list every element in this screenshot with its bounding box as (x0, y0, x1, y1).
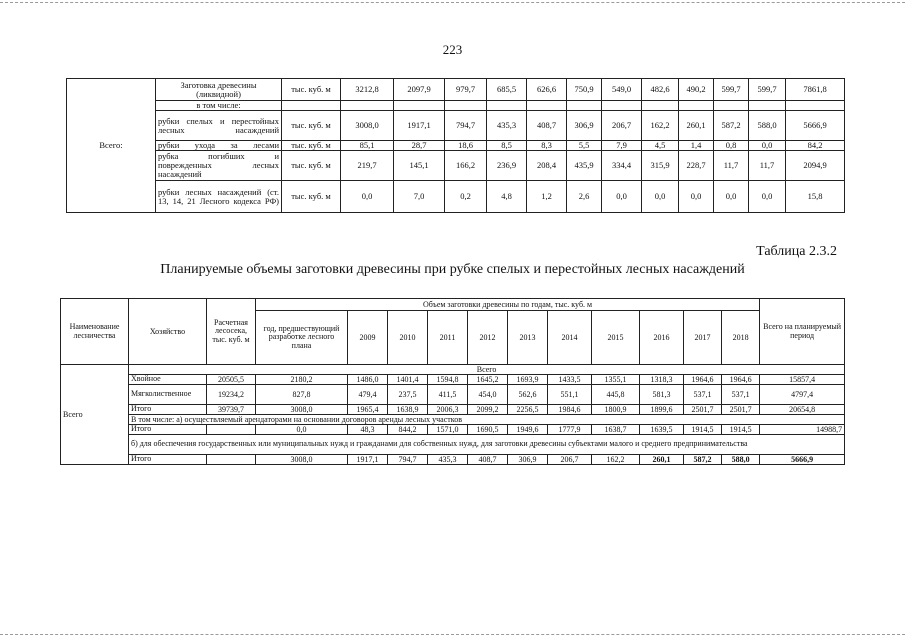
year-value: 2099,2 (468, 405, 508, 415)
table1-empty-cell (642, 101, 679, 111)
year-value: 408,7 (468, 455, 508, 465)
table2-subsection-row (61, 435, 845, 455)
header-plan-year: год, предшествующий разработке лесного плана (256, 311, 348, 365)
table1-value: 8,3 (527, 141, 567, 151)
table1-value: 3212,8 (341, 79, 394, 101)
table1-row (67, 111, 845, 141)
table1-value: 334,4 (602, 151, 642, 181)
table1-value: 435,3 (487, 111, 527, 141)
table1-value: 2097,9 (394, 79, 445, 101)
table1-unit: тыс. куб. м (282, 141, 341, 151)
year-value: 1965,4 (348, 405, 388, 415)
table1-empty-cell (445, 101, 487, 111)
table1-value: 315,9 (642, 151, 679, 181)
table2-row (61, 405, 845, 415)
table1-value: 18,6 (445, 141, 487, 151)
total-value: 15857,4 (760, 375, 845, 385)
year-value: 581,3 (640, 385, 684, 405)
year-value: 1917,1 (348, 455, 388, 465)
year-value: 1571,0 (428, 425, 468, 435)
farm-label: Итого (129, 405, 207, 415)
year-value: 1594,8 (428, 375, 468, 385)
table1-value: 2094,9 (786, 151, 845, 181)
table1-value: 549,0 (602, 79, 642, 101)
total-value: 20654,8 (760, 405, 845, 415)
header-forestry: Наименование лесничества (61, 299, 129, 365)
table1-value: 4,5 (642, 141, 679, 151)
table1-value: 8,5 (487, 141, 527, 151)
table1-value: 408,7 (527, 111, 567, 141)
page-number: 223 (442, 42, 463, 57)
table1-value: 0,2 (445, 181, 487, 213)
table1-value: 206,7 (602, 111, 642, 141)
year-value: 844,2 (388, 425, 428, 435)
year-value: 537,1 (722, 385, 760, 405)
table1-value: 162,2 (642, 111, 679, 141)
table2-row (61, 375, 845, 385)
total-value: 4797,4 (760, 385, 845, 405)
year-value: 2501,7 (722, 405, 760, 415)
table1-value: 306,9 (567, 111, 602, 141)
table1-value: 0,8 (714, 141, 749, 151)
table1-value: 626,6 (527, 79, 567, 101)
plan-year-value: 3008,0 (256, 405, 348, 415)
table1-value: 0,0 (602, 181, 642, 213)
subsection-b-label: б) для обеспечения государственных или муниципальных нужд и гражданами для собственных нужд, для заготовки древесины субъектами малого и среднего предпринимательства (129, 435, 845, 455)
table1-empty-cell (567, 101, 602, 111)
table1-unit: тыс. куб. м (282, 79, 341, 101)
table1-value: 11,7 (714, 151, 749, 181)
table1-value: 599,7 (714, 79, 749, 101)
page-top-edge (0, 2, 905, 3)
farm-label: Итого (129, 425, 207, 435)
table1-row (67, 101, 845, 111)
table1-value: 7861,8 (786, 79, 845, 101)
table1-row-label: рубка погибших и поврежденных лесных насаждений (156, 151, 282, 181)
year-value: 306,9 (508, 455, 548, 465)
table1-value: 15,8 (786, 181, 845, 213)
plan-year-value: 0,0 (256, 425, 348, 435)
year-value: 1693,9 (508, 375, 548, 385)
table1-value: 1,2 (527, 181, 567, 213)
cutting-area-value: 20505,5 (207, 375, 256, 385)
year-value: 454,0 (468, 385, 508, 405)
year-value: 1355,1 (592, 375, 640, 385)
year-value: 445,8 (592, 385, 640, 405)
year-value: 2501,7 (684, 405, 722, 415)
header-cutting-area: Расчетная лесосека, тыс. куб. м (207, 299, 256, 365)
table1-row (67, 151, 845, 181)
table1-unit: тыс. куб. м (282, 181, 341, 213)
year-value: 2006,3 (428, 405, 468, 415)
table1-empty-cell (341, 101, 394, 111)
table2-row (61, 385, 845, 405)
page-bottom-edge (0, 634, 905, 635)
table1-empty-cell (679, 101, 714, 111)
year-value: 1639,5 (640, 425, 684, 435)
total-value: 5666,9 (760, 455, 845, 465)
table1-empty-cell (527, 101, 567, 111)
table1-unit: тыс. куб. м (282, 151, 341, 181)
table1-value: 587,2 (714, 111, 749, 141)
header-volume-group: Объем заготовки древесины по годам, тыс. куб. м (256, 299, 760, 311)
table1-value: 85,1 (341, 141, 394, 151)
table1-value: 219,7 (341, 151, 394, 181)
year-value: 237,5 (388, 385, 428, 405)
table1-value: 2,6 (567, 181, 602, 213)
year-value: 537,1 (684, 385, 722, 405)
table1-value: 0,0 (749, 141, 786, 151)
table1-value: 0,0 (714, 181, 749, 213)
table2-section-row (61, 365, 845, 375)
table1-value: 750,9 (567, 79, 602, 101)
table2-subsection-row (61, 415, 845, 425)
table1-value: 588,0 (749, 111, 786, 141)
table1-value: 260,1 (679, 111, 714, 141)
table1-value: 236,9 (487, 151, 527, 181)
table1-value: 1917,1 (394, 111, 445, 141)
farm-label: Хвойное (129, 375, 207, 385)
year-value: 1899,6 (640, 405, 684, 415)
year-value: 562,6 (508, 385, 548, 405)
table1-value: 208,4 (527, 151, 567, 181)
table1-empty-cell (602, 101, 642, 111)
table1-row (67, 181, 845, 213)
farm-label: Итого (129, 455, 207, 465)
year-value: 1318,3 (640, 375, 684, 385)
table1-empty-cell (786, 101, 845, 111)
table1-value: 28,7 (394, 141, 445, 151)
header-year: 2018 (722, 311, 760, 365)
header-year: 2014 (548, 311, 592, 365)
year-value: 1638,7 (592, 425, 640, 435)
table1-value: 7,9 (602, 141, 642, 151)
table1-empty-cell (487, 101, 527, 111)
table1-value: 0,0 (679, 181, 714, 213)
table1-value: 166,2 (445, 151, 487, 181)
year-value: 48,3 (348, 425, 388, 435)
year-value: 1964,6 (722, 375, 760, 385)
table1-empty-cell (394, 101, 445, 111)
subsection-a-label: В том числе: а) осуществляемый арендаторами на основании договоров аренды лесных участков (129, 415, 845, 425)
header-year: 2011 (428, 311, 468, 365)
year-value: 1486,0 (348, 375, 388, 385)
table1-value: 0,0 (749, 181, 786, 213)
table1-value: 685,5 (487, 79, 527, 101)
year-value: 794,7 (388, 455, 428, 465)
year-value: 1914,5 (722, 425, 760, 435)
table1-value: 4,8 (487, 181, 527, 213)
header-year: 2009 (348, 311, 388, 365)
total-value: 14988,7 (760, 425, 845, 435)
table1-value: 482,6 (642, 79, 679, 101)
table1-value: 11,7 (749, 151, 786, 181)
year-value: 1949,6 (508, 425, 548, 435)
year-value: 1690,5 (468, 425, 508, 435)
table2-header-row (61, 299, 845, 311)
table1-value: 228,7 (679, 151, 714, 181)
table1-value: 599,7 (749, 79, 786, 101)
year-value: 162,2 (592, 455, 640, 465)
header-year: 2013 (508, 311, 548, 365)
year-value: 1800,9 (592, 405, 640, 415)
table1-row-label: рубки спелых и перестойных лесных насаждений (156, 111, 282, 141)
table1-empty-cell (714, 101, 749, 111)
header-year: 2015 (592, 311, 640, 365)
table-caption: Таблица 2.3.2 (756, 244, 837, 259)
table1-row-label: в том числе: (156, 101, 282, 111)
year-value: 1914,5 (684, 425, 722, 435)
year-value: 588,0 (722, 455, 760, 465)
year-value: 1433,5 (548, 375, 592, 385)
wood-harvest-summary-table (66, 78, 845, 213)
year-value: 551,1 (548, 385, 592, 405)
year-value: 1638,9 (388, 405, 428, 415)
plan-year-value: 2180,2 (256, 375, 348, 385)
year-value: 587,2 (684, 455, 722, 465)
table2-row (61, 455, 845, 465)
planned-harvest-table (60, 298, 845, 465)
table1-value: 5,5 (567, 141, 602, 151)
cutting-area-value (207, 455, 256, 465)
table1-row-label: рубки лесных насаждений (ст. 13, 14, 21 Лесного кодекса РФ) (156, 181, 282, 213)
header-year: 2012 (468, 311, 508, 365)
table1-value: 84,2 (786, 141, 845, 151)
table2-row (61, 425, 845, 435)
year-value: 1645,2 (468, 375, 508, 385)
plan-year-value: 827,8 (256, 385, 348, 405)
table1-group-label: Всего: (67, 79, 156, 213)
header-year: 2016 (640, 311, 684, 365)
table1-value: 145,1 (394, 151, 445, 181)
header-farm: Хозяйство (129, 299, 207, 365)
table1-value: 3008,0 (341, 111, 394, 141)
year-value: 1777,9 (548, 425, 592, 435)
year-value: 411,5 (428, 385, 468, 405)
cutting-area-value: 19234,2 (207, 385, 256, 405)
farm-label: Мягколиственное (129, 385, 207, 405)
table1-empty-cell (749, 101, 786, 111)
table1-empty-cell (282, 101, 341, 111)
table1-value: 0,0 (642, 181, 679, 213)
table1-row (67, 79, 845, 101)
table1-value: 979,7 (445, 79, 487, 101)
table1-value: 794,7 (445, 111, 487, 141)
table-title: Планируемые объемы заготовки древесины при рубке спелых и перестойных лесных насаждений (160, 262, 745, 277)
table1-value: 1,4 (679, 141, 714, 151)
year-value: 1401,4 (388, 375, 428, 385)
table1-row (67, 141, 845, 151)
cutting-area-value: 39739,7 (207, 405, 256, 415)
table1-value: 7,0 (394, 181, 445, 213)
year-value: 479,4 (348, 385, 388, 405)
table1-value: 5666,9 (786, 111, 845, 141)
year-value: 206,7 (548, 455, 592, 465)
year-value: 1984,6 (548, 405, 592, 415)
year-value: 2256,5 (508, 405, 548, 415)
section-total-label: Всего (129, 365, 845, 375)
header-year: 2017 (684, 311, 722, 365)
cutting-area-value (207, 425, 256, 435)
table1-unit: тыс. куб. м (282, 111, 341, 141)
table1-value: 0,0 (341, 181, 394, 213)
header-total: Всего на планируемый период (760, 299, 845, 365)
table1-value: 490,2 (679, 79, 714, 101)
year-value: 435,3 (428, 455, 468, 465)
year-value: 260,1 (640, 455, 684, 465)
table1-row-label: рубки ухода за лесами (156, 141, 282, 151)
table1-value: 435,9 (567, 151, 602, 181)
header-year: 2010 (388, 311, 428, 365)
table1-row-label: Заготовка древесины (ликвидной) (156, 79, 282, 101)
forestry-label: Всего (61, 365, 129, 465)
plan-year-value: 3008,0 (256, 455, 348, 465)
year-value: 1964,6 (684, 375, 722, 385)
